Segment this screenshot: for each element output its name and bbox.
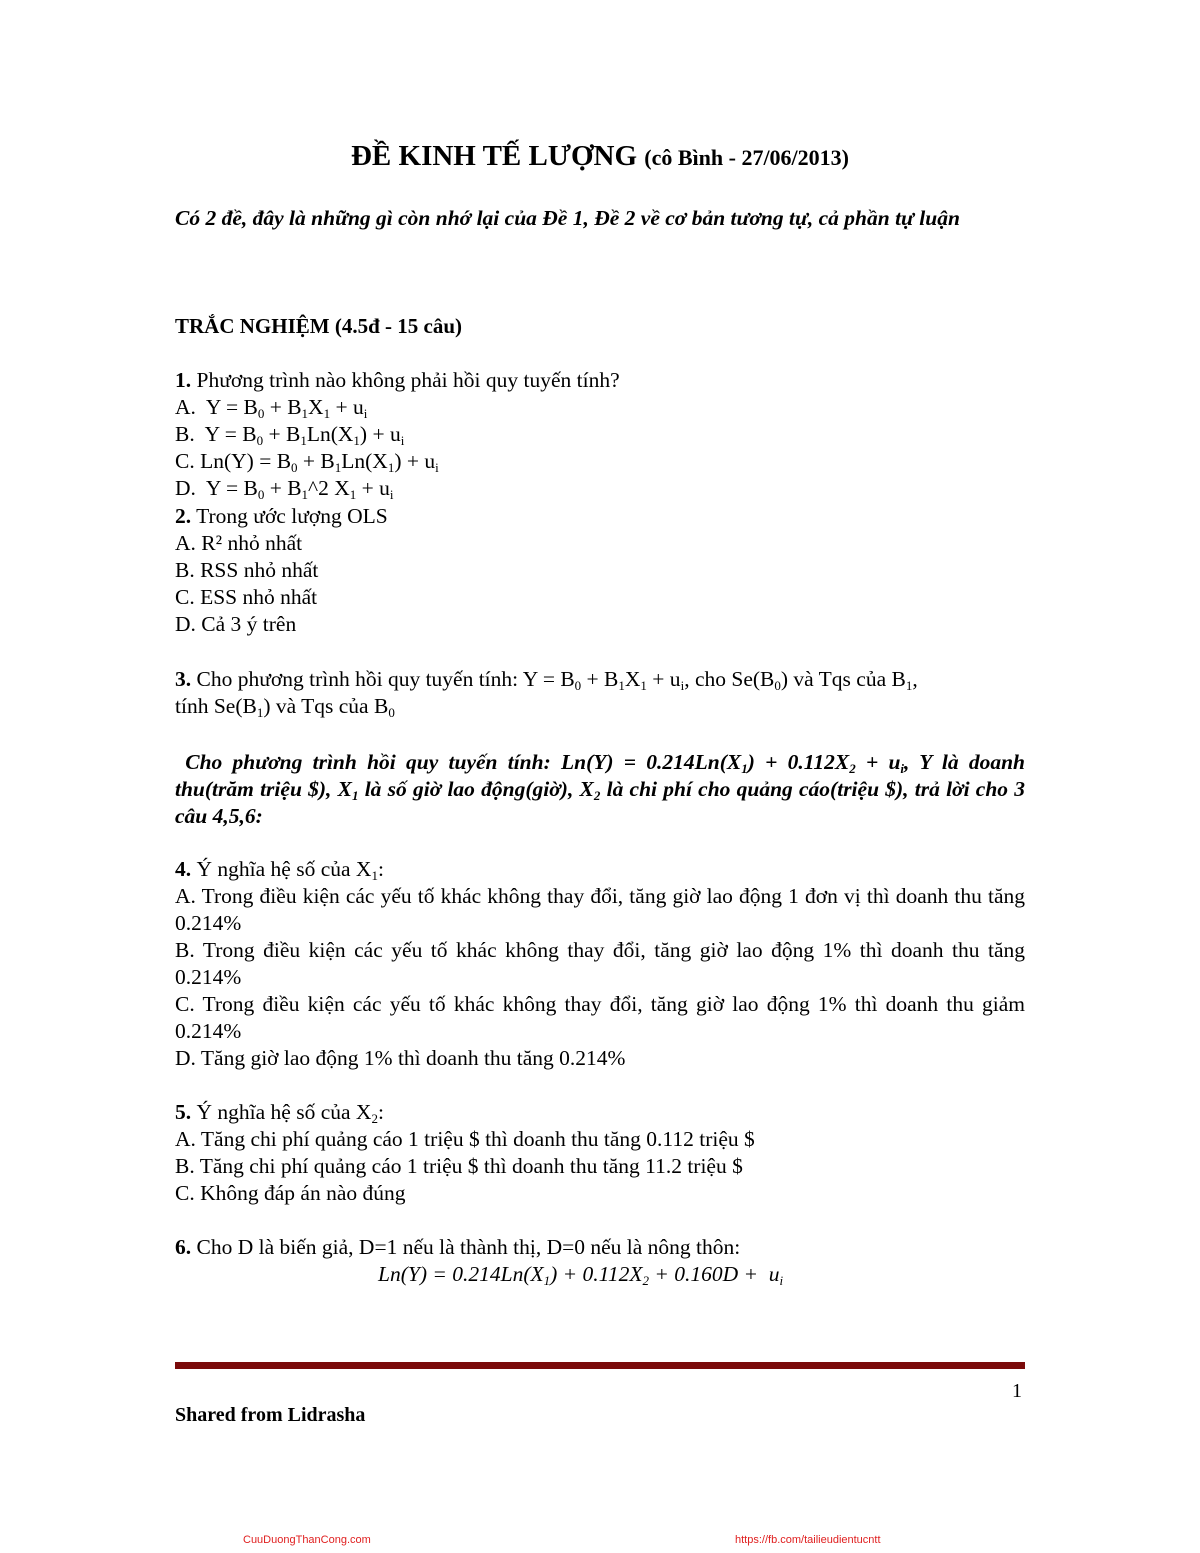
option-b: B. $Y = B_0 + B_1Ln(X_1) + u_i$ [175,422,405,448]
question-number: 1. [175,368,192,392]
question-number: 3. [175,667,192,691]
title-subtitle: (cô Bình - 27/06/2013) [644,145,849,170]
option-b: B. Trong điều kiện các yếu tố khác không thay đổi, tăng giờ lao động 1% thì doanh thu tăng 0.214% [175,938,1025,989]
question-2 [175,503,1025,638]
question-2-stem [175,503,1025,530]
question-1 [175,367,1025,502]
option-c: C. Trong điều kiện các yếu tố khác không thay đổi, tăng giờ lao động 1% thì doanh thu giảm 0.214% [175,992,1025,1043]
shared-from-label: Shared from Lidrasha [175,1404,366,1426]
option-b: B. Tăng chi phí quảng cáo 1 triệu $ thì doanh thu tăng 11.2 triệu $ [175,1154,743,1178]
option-c: C. Không đáp án nào đúng [175,1181,406,1205]
option-a: A. R² nhỏ nhất [175,531,303,555]
option-b: B. RSS nhỏ nhất [175,558,319,582]
question-4 [175,856,1025,1072]
option-a: A. Tăng chi phí quảng cáo 1 triệu $ thì doanh thu tăng 0.112 triệu $ [175,1127,755,1151]
question-text: Trong ước lượng OLS [196,504,388,528]
option-c: C. $Ln(Y) = B_0 + B_1Ln(X_1) + u_i$ [175,449,439,475]
intro-paragraph: Có 2 đề, đây là những gì còn nhớ lại của Đề 1, Đề 2 về cơ bản tương tự, cả phần tự luận [175,206,960,230]
option-c: C. ESS nhỏ nhất [175,585,318,609]
option-a: A. Trong điều kiện các yếu tố khác không thay đổi, tăng giờ lao động 1 đơn vị thì doanh thu tăng 0.214% [175,884,1025,935]
title-main: ĐỀ KINH TẾ LƯỢNG [350,140,638,172]
option-a: A. $Y = B_0 + B_1X_1 + u_i$ [175,395,368,421]
question-3 [175,666,1025,720]
regression-formula: $Ln(Y) = 0.214Ln(X_1) + 0.112X_2 + 0.160D + u_i$ [378,1262,784,1288]
question-number: 2. [175,504,192,528]
question-number: 5. [175,1100,192,1124]
question-5-stem: 5. Ý nghĩa hệ số của $X_2$: [175,1100,384,1126]
option-d: D. Cả 3 ý trên [175,612,297,636]
question-6-stem: 6. Cho D là biến giả, D=1 nếu là thành thị, D=0 nếu là nông thôn: [175,1235,741,1259]
question-4-stem: 4. Ý nghĩa hệ số của $X_1$: [175,857,384,883]
context-paragraph: Cho phương trình hồi quy tuyến tính: $Ln(Y) = 0.214Ln(X_1) + 0.112X_2 + u_i$, Y là doanh thu(trăm triệu $), $X_1$ là số giờ lao động(giờ), $X_2$ là chi phí cho quảng cáo(triệu $), trả lời cho 3 câu 4,5,6: [175,750,1026,828]
question-3-line-1: 3. Cho phương trình hồi quy tuyến tính: $Y = B_0 + B_1X_1 + u_i$, cho $Se(B_0)$ và Tqs của $B_1$, [175,667,918,693]
question-3-line-2: tính $Se(B_1)$ và Tqs của $B_0$ [175,694,395,720]
watermark-left[interactable]: CuuDuongThanCong.com [243,1534,371,1546]
document-title [175,140,1025,173]
question-number: 6. [175,1235,192,1259]
section-heading: TRẮC NGHIỆM (4.5đ - 15 câu) [175,314,462,338]
question-1-stem [175,367,1025,394]
question-6 [175,1234,1025,1261]
question-number: 4. [175,857,192,881]
footer-rule [175,1362,1025,1369]
option-d: D. $Y = B_0$ + $B_1\^{}2$ $X_1 + u_i$ [175,476,394,502]
question-5 [175,1099,1025,1207]
page-number: 1 [1012,1380,1022,1402]
option-d: D. Tăng giờ lao động 1% thì doanh thu tăng 0.214% [175,1046,626,1070]
watermark-right[interactable]: https://fb.com/tailieudientucntt [735,1534,881,1546]
question-text: Phương trình nào không phải hồi quy tuyến tính? [196,368,620,392]
